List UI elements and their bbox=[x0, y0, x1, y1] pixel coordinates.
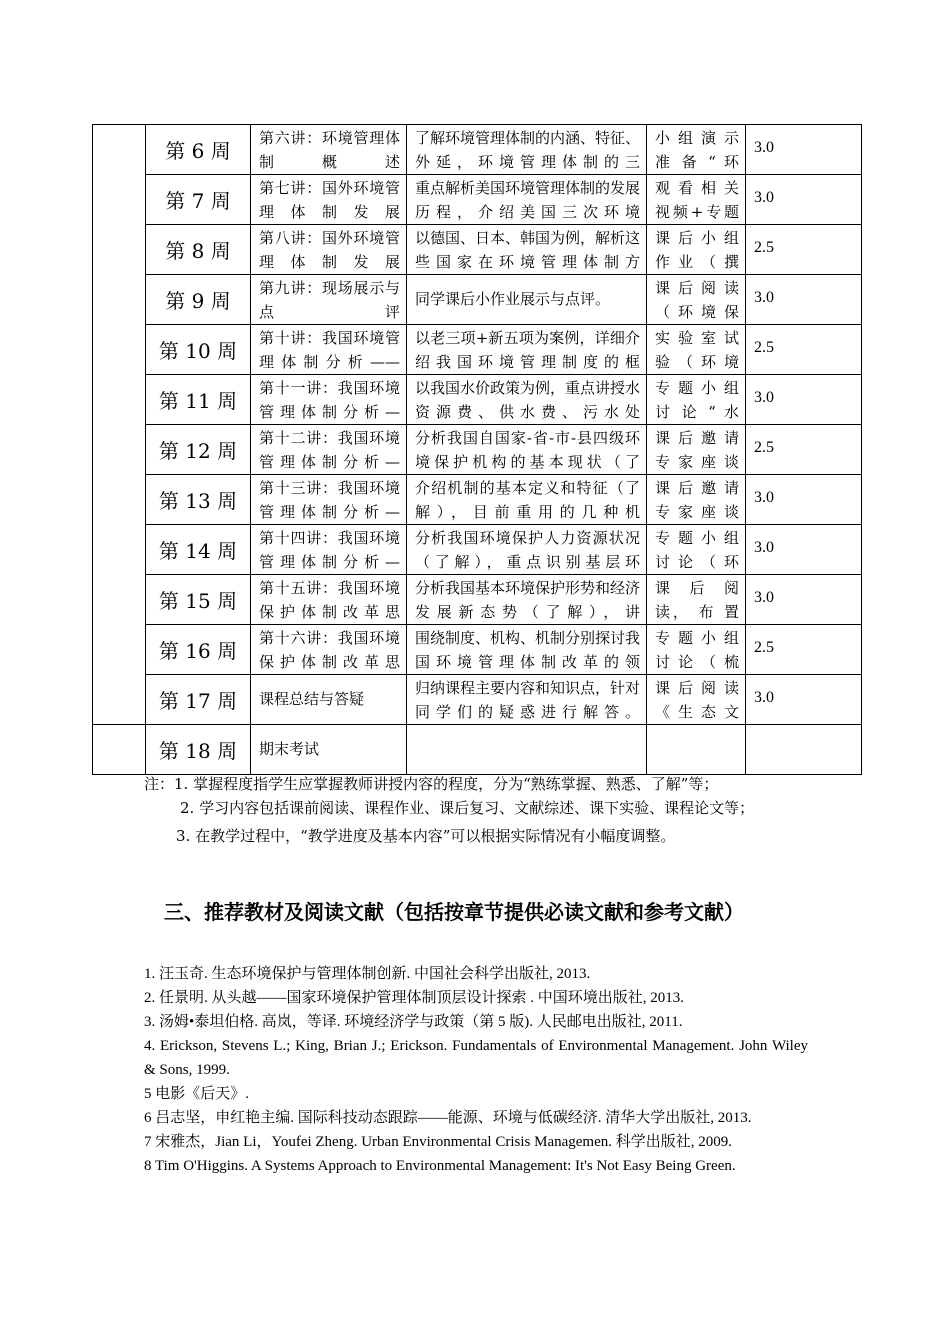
week-cell: 第 6 周 bbox=[146, 125, 251, 175]
hours-cell bbox=[746, 175, 862, 225]
category-cell bbox=[93, 425, 146, 475]
activity-text: 专 题 小 组 讨 论 “ 水 bbox=[655, 379, 739, 421]
activity-cell bbox=[647, 475, 746, 525]
content-cell bbox=[407, 425, 647, 475]
lecture-text: 第十六讲：我国环境保护体制改革思 bbox=[259, 629, 400, 671]
hours-value bbox=[746, 725, 861, 739]
week-cell: 第 7 周 bbox=[146, 175, 251, 225]
table-row bbox=[93, 575, 862, 625]
lecture-text: 第六讲：环境管理体制概述 bbox=[259, 129, 400, 171]
content-cell bbox=[407, 175, 647, 225]
hours-cell bbox=[746, 475, 862, 525]
hours-value: 2.5 bbox=[754, 639, 774, 656]
note-2: 2. 学习内容包括课前阅读、课程作业、课后复习、文献综述、课下实验、课程论文等； bbox=[180, 799, 755, 817]
activity-text: 课 后 邀 请 专家座谈 bbox=[655, 429, 739, 471]
hours-cell bbox=[746, 225, 862, 275]
category-cell bbox=[93, 575, 146, 625]
category-cell bbox=[93, 275, 146, 325]
content-text: 围绕制度、机构、机制分别探讨我国环境管理体制改革的领 bbox=[415, 629, 641, 671]
table-row bbox=[93, 375, 862, 425]
activity-cell bbox=[647, 275, 746, 325]
activity-text: 课 后 阅 读 《 生 态 文 bbox=[655, 679, 739, 721]
section-heading bbox=[144, 896, 812, 928]
activity-cell bbox=[647, 675, 746, 725]
table-row bbox=[93, 325, 862, 375]
lecture-cell bbox=[251, 325, 407, 375]
activity-text: 实 验 室 试 验 （ 环 境 bbox=[655, 329, 739, 371]
content-cell bbox=[407, 375, 647, 425]
category-cell bbox=[93, 725, 146, 775]
lecture-text: 第十一讲：我国环境管理体制分析— bbox=[259, 379, 400, 421]
lecture-text: 第九讲：现场展示与点评 bbox=[259, 279, 400, 321]
lecture-text: 课程总结与答疑 bbox=[259, 690, 365, 708]
week-cell: 第 12 周 bbox=[146, 425, 251, 475]
activity-text: 课 后 邀 请 专家座谈 bbox=[655, 479, 739, 521]
activity-text bbox=[647, 725, 745, 774]
week-cell: 第 18 周 bbox=[146, 725, 251, 775]
hours-value: 3.0 bbox=[754, 539, 774, 556]
content-cell bbox=[407, 275, 647, 325]
activity-cell bbox=[647, 325, 746, 375]
content-text: 了解环境管理体制的内涵、特征、外延，环境管理体制的三 bbox=[415, 129, 641, 171]
schedule-table-body bbox=[93, 125, 862, 775]
content-cell bbox=[407, 525, 647, 575]
activity-text: 专 题 小 组 讨 论 （ 梳 bbox=[655, 629, 739, 671]
week-cell: 第 17 周 bbox=[146, 675, 251, 725]
lecture-cell bbox=[251, 125, 407, 175]
activity-text: 专 题 小 组 讨 论 （ 环 bbox=[655, 529, 739, 571]
activity-cell bbox=[647, 175, 746, 225]
reference-item: 3. 汤姆•泰坦伯格. 高岚，等译. 环境经济学与政策（第 5 版). 人民邮电出版社, 2011. bbox=[144, 1014, 683, 1030]
hours-value: 2.5 bbox=[754, 339, 774, 356]
table-row bbox=[93, 425, 862, 475]
content-cell bbox=[407, 325, 647, 375]
lecture-text: 第十二讲：我国环境管理体制分析— bbox=[259, 429, 400, 471]
hours-value: 3.0 bbox=[754, 289, 774, 306]
table-row bbox=[93, 525, 862, 575]
activity-cell bbox=[647, 625, 746, 675]
week-cell: 第 10 周 bbox=[146, 325, 251, 375]
hours-cell bbox=[746, 725, 862, 775]
hours-value: 3.0 bbox=[754, 139, 774, 156]
lecture-text: 第十三讲：我国环境管理体制分析— bbox=[259, 479, 400, 521]
activity-cell bbox=[647, 125, 746, 175]
note-3: 3. 在教学过程中，“教学进度及基本内容”可以根据实际情况有小幅度调整。 bbox=[176, 827, 676, 845]
reference-item: 7 宋雅杰，Jian Li，Youfei Zheng. Urban Environmental Crisis Managemen. 科学出版社, 2009. bbox=[144, 1134, 732, 1150]
hours-cell bbox=[746, 675, 862, 725]
content-text: 以我国水价政策为例，重点讲授水资源费、供水费、污水处 bbox=[415, 379, 641, 421]
lecture-text: 第十讲：我国环境管理体制分析—— bbox=[259, 329, 400, 371]
hours-value: 3.0 bbox=[754, 389, 774, 406]
hours-cell bbox=[746, 575, 862, 625]
activity-cell bbox=[647, 375, 746, 425]
lecture-cell bbox=[251, 425, 407, 475]
activity-text: 课 后 阅 读， 布 置 bbox=[655, 579, 739, 621]
table-row bbox=[93, 725, 862, 775]
category-cell bbox=[93, 325, 146, 375]
lecture-cell bbox=[251, 375, 407, 425]
table-row bbox=[93, 175, 862, 225]
lecture-cell bbox=[251, 525, 407, 575]
week-cell: 第 15 周 bbox=[146, 575, 251, 625]
lecture-text: 第七讲：国外环境管 理 体 制 发 展 bbox=[259, 179, 400, 221]
lecture-cell bbox=[251, 275, 407, 325]
table-row bbox=[93, 625, 862, 675]
reference-item: 1. 汪玉奇. 生态环境保护与管理体制创新. 中国社会科学出版社, 2013. bbox=[144, 966, 591, 982]
section-title: 三、推荐教材及阅读文献（包括按章节提供必读文献和参考文献） bbox=[164, 900, 744, 924]
lecture-cell bbox=[251, 225, 407, 275]
content-text: 以德国、日本、韩国为例，解析这些国家在环境管理体制方 bbox=[415, 229, 641, 271]
content-cell bbox=[407, 125, 647, 175]
reference-item: 4. Erickson, Stevens L.; King, Brian J.; Erickson. Fundamentals of Environmental Management. John Wiley & Sons, 1999. bbox=[144, 1038, 808, 1078]
table-row bbox=[93, 275, 862, 325]
activity-text: 课 后 阅 读 （ 环 境 保 bbox=[655, 279, 739, 321]
content-text bbox=[407, 725, 646, 773]
reference-item: 2. 任景明. 从头越——国家环境保护管理体制顶层设计探索 . 中国环境出版社, 2013. bbox=[144, 990, 685, 1006]
hours-cell bbox=[746, 375, 862, 425]
activity-cell bbox=[647, 575, 746, 625]
table-row bbox=[93, 475, 862, 525]
activity-cell bbox=[647, 225, 746, 275]
category-cell bbox=[93, 475, 146, 525]
activity-cell bbox=[647, 525, 746, 575]
content-text: 分析我国环境保护人力资源状况（了解），重点识别基层环 bbox=[415, 529, 640, 571]
week-cell: 第 14 周 bbox=[146, 525, 251, 575]
content-text: 分析我国自国家-省-市-县四级环境保护机构的基本现状（了 bbox=[415, 429, 640, 471]
note-1: 注：1. 掌握程度指学生应掌握教师讲授内容的程度，分为“熟练掌握、熟悉、了解”等； bbox=[144, 775, 719, 793]
hours-cell bbox=[746, 125, 862, 175]
activity-cell bbox=[647, 425, 746, 475]
week-cell: 第 16 周 bbox=[146, 625, 251, 675]
week-cell: 第 13 周 bbox=[146, 475, 251, 525]
content-cell bbox=[407, 475, 647, 525]
content-text: 以老三项+新五项为案例，详细介绍我国环境管理制度的框 bbox=[415, 329, 640, 371]
lecture-cell bbox=[251, 675, 407, 725]
activity-cell bbox=[647, 725, 746, 775]
schedule-table bbox=[92, 124, 862, 775]
category-cell bbox=[93, 375, 146, 425]
hours-value: 3.0 bbox=[754, 489, 774, 506]
hours-value: 3.0 bbox=[754, 189, 774, 206]
hours-cell bbox=[746, 325, 862, 375]
table-row bbox=[93, 125, 862, 175]
content-cell bbox=[407, 675, 647, 725]
week-cell: 第 8 周 bbox=[146, 225, 251, 275]
content-cell bbox=[407, 225, 647, 275]
hours-value: 2.5 bbox=[754, 439, 774, 456]
lecture-cell bbox=[251, 625, 407, 675]
content-cell bbox=[407, 725, 647, 775]
lecture-text: 期末考试 bbox=[259, 740, 320, 758]
hours-value: 3.0 bbox=[754, 589, 774, 606]
reference-item: 8 Tim O'Higgins. A Systems Approach to Environmental Management: It's Not Easy Being Green. bbox=[144, 1158, 736, 1174]
lecture-cell bbox=[251, 475, 407, 525]
reference-item: 6 吕志坚，申红艳主编. 国际科技动态跟踪——能源、环境与低碳经济. 清华大学出版社, 2013. bbox=[144, 1110, 752, 1126]
week-cell: 第 9 周 bbox=[146, 275, 251, 325]
notes-section bbox=[144, 772, 812, 848]
lecture-text: 第十五讲：我国环境保护体制改革思 bbox=[259, 579, 400, 621]
hours-cell bbox=[746, 625, 862, 675]
category-cell bbox=[93, 225, 146, 275]
content-cell bbox=[407, 625, 647, 675]
reference-list bbox=[144, 962, 808, 1178]
hours-value: 2.5 bbox=[754, 239, 774, 256]
category-cell bbox=[93, 675, 146, 725]
category-cell bbox=[93, 125, 146, 175]
content-text: 分析我国基本环境保护形势和经济发展新态势（了解），讲 bbox=[415, 579, 641, 621]
table-row bbox=[93, 225, 862, 275]
category-cell bbox=[93, 525, 146, 575]
lecture-cell bbox=[251, 575, 407, 625]
lecture-cell bbox=[251, 725, 407, 775]
activity-text: 课 后 小 组 作 业 （ 撰 bbox=[655, 229, 739, 271]
hours-cell bbox=[746, 275, 862, 325]
lecture-text: 第八讲：国外环境管 理 体 制 发 展 bbox=[259, 229, 400, 271]
hours-value: 3.0 bbox=[754, 689, 774, 706]
lecture-text: 第十四讲：我国环境管理体制分析— bbox=[259, 529, 400, 571]
activity-text: 小 组 演 示 准 备 “ 环 bbox=[655, 129, 739, 171]
category-cell bbox=[93, 625, 146, 675]
content-text: 归纳课程主要内容和知识点，针对同学们的疑惑进行解答。 bbox=[415, 679, 641, 721]
hours-cell bbox=[746, 525, 862, 575]
category-cell bbox=[93, 175, 146, 225]
content-cell bbox=[407, 575, 647, 625]
content-text: 同学课后小作业展示与点评。 bbox=[415, 290, 611, 308]
table-row bbox=[93, 675, 862, 725]
reference-item: 5 电影《后天》. bbox=[144, 1086, 250, 1102]
lecture-cell bbox=[251, 175, 407, 225]
content-text: 介绍机制的基本定义和特征（了解），目前重用的几种机 bbox=[415, 479, 640, 521]
content-text: 重点解析美国环境管理体制的发展历程，介绍美国三次环境 bbox=[415, 179, 641, 221]
activity-text: 观 看 相 关 视频+专题 bbox=[655, 179, 739, 221]
week-cell: 第 11 周 bbox=[146, 375, 251, 425]
hours-cell bbox=[746, 425, 862, 475]
